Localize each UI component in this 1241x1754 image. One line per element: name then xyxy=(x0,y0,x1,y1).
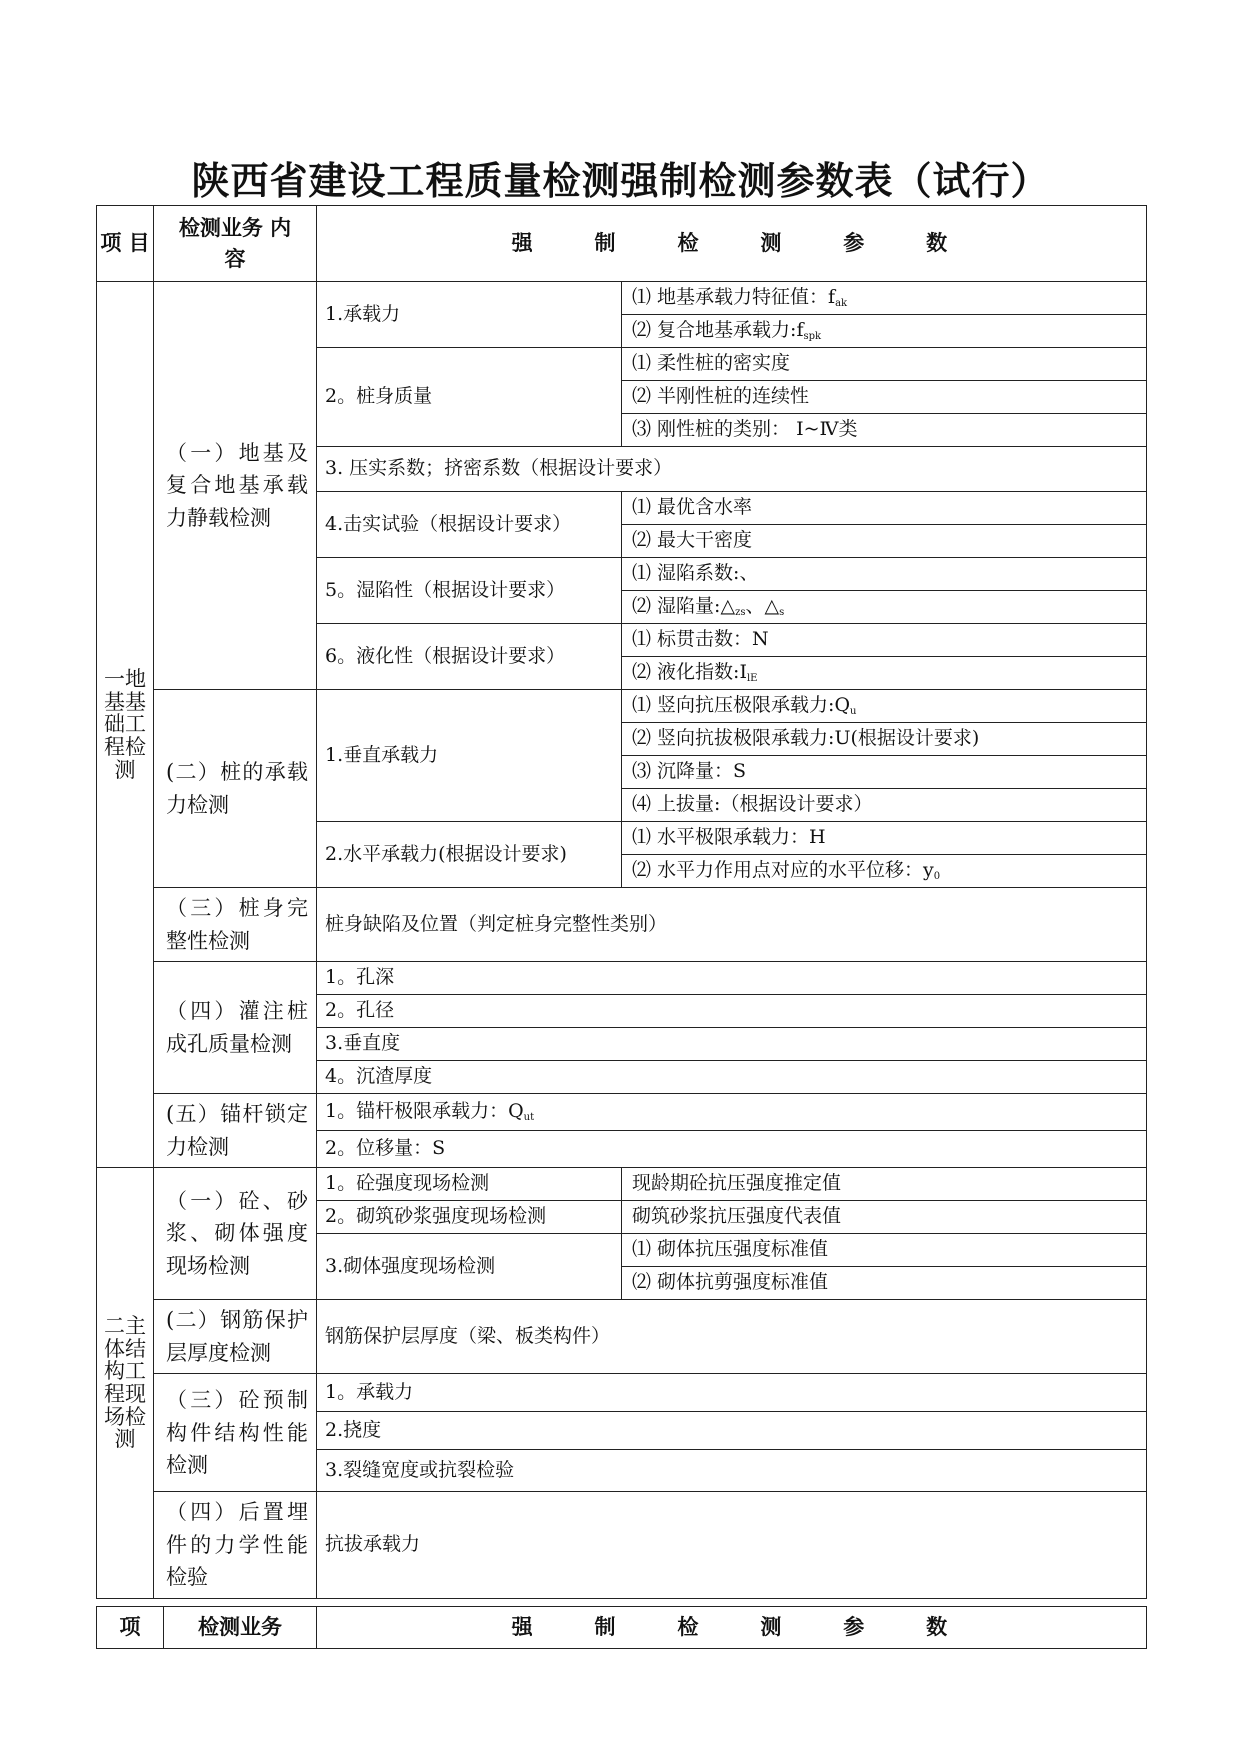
item-label: 钢筋保护层厚度（梁、板类构件） xyxy=(317,1300,1147,1374)
param-value: ⑶ 刚性桩的类别： Ⅰ~Ⅳ类 xyxy=(622,414,1147,447)
group-label: （一）砼、砂浆、砌体强度现场检测 xyxy=(154,1168,317,1300)
param-value: 砌筑砂浆抗压强度代表值 xyxy=(622,1201,1147,1234)
item-label: 2.水平承载力(根据设计要求) xyxy=(317,822,622,888)
table-row xyxy=(97,962,1147,995)
item-label: 3.砌体强度现场检测 xyxy=(317,1234,622,1300)
item-label: 1。锚杆极限承载力：$Q_{ut}$ xyxy=(317,1094,1147,1131)
header-row xyxy=(97,206,1147,282)
item-label: 桩身缺陷及位置（判定桩身完整性类别） xyxy=(317,888,1147,962)
item-label: 2。桩身质量 xyxy=(317,348,622,447)
page-title: 陕西省建设工程质量检测强制检测参数表（试行） xyxy=(191,158,1050,203)
header-params: 强 制 检 测 参 数 xyxy=(317,1607,1147,1649)
param-value: ⑶ 沉降量：S xyxy=(622,756,1147,789)
item-label: 3.垂直度 xyxy=(317,1028,1147,1061)
item-label: 4。沉渣厚度 xyxy=(317,1061,1147,1094)
group-label: (二）钢筋保护层厚度检测 xyxy=(154,1300,317,1374)
item-label: 3.裂缝宽度或抗裂检验 xyxy=(317,1450,1147,1492)
item-label: 1。孔深 xyxy=(317,962,1147,995)
header-project: 项 目 xyxy=(97,206,154,282)
param-value xyxy=(622,282,1147,315)
param-value: ⑴ 湿陷系数:、 xyxy=(622,558,1147,591)
group-label: （四）后置埋件的力学性能检验 xyxy=(154,1492,317,1599)
param-value: ⑵ 最大干密度 xyxy=(622,525,1147,558)
item-label: 6。液化性（根据设计要求） xyxy=(317,624,622,690)
params-table xyxy=(96,205,1147,1599)
item-label: 2。砌筑砂浆强度现场检测 xyxy=(317,1201,622,1234)
param-value: ⑵ 液化指数$:I_{lE}$ xyxy=(622,657,1147,690)
group-label: (二）桩的承载力检测 xyxy=(154,690,317,888)
table-row xyxy=(97,1168,1147,1201)
param-value: ⑴ 最优含水率 xyxy=(622,492,1147,525)
param-value: ⑵ 砌体抗剪强度标准值 xyxy=(622,1267,1147,1300)
header-params: 强 制 检 测 参 数 xyxy=(317,206,1147,282)
param-value: ⑵ 水平力作用点对应的水平位移：$y_0$ xyxy=(622,855,1147,888)
group-label: （三）桩身完整性检测 xyxy=(154,888,317,962)
item-label: 1。承载力 xyxy=(317,1374,1147,1412)
param-value: ⑴ 砌体抗压强度标准值 xyxy=(622,1234,1147,1267)
header-row xyxy=(97,1607,1147,1649)
group-label: (五）锚杆锁定力检测 xyxy=(154,1094,317,1168)
param-value: ⑷ 上拔量:（根据设计要求） xyxy=(622,789,1147,822)
table-row xyxy=(97,888,1147,962)
param-value: ⑵ 半刚性桩的连续性 xyxy=(622,381,1147,414)
table-row xyxy=(97,1492,1147,1599)
param-value: ⑵ 竖向抗拔极限承载力:U(根据设计要求) xyxy=(622,723,1147,756)
table-row xyxy=(97,282,1147,315)
param-value: ⑵ 复合地基承载力$:f_{spk}$ xyxy=(622,315,1147,348)
header-project: 项 xyxy=(97,1607,164,1649)
item-label: 4.击实试验（根据设计要求） xyxy=(317,492,622,558)
table-row xyxy=(97,690,1147,723)
param-value: ⑴ 柔性桩的密实度 xyxy=(622,348,1147,381)
item-label: 1。砼强度现场检测 xyxy=(317,1168,622,1201)
param-value: ⑴ 竖向抗压极限承载力$:Q_u$ xyxy=(622,690,1147,723)
item-label: 1.承载力 xyxy=(317,282,622,348)
group-label: （一）地基及复合地基承载力静载检测 xyxy=(154,282,317,690)
item-label: 3. 压实系数；挤密系数（根据设计要求） xyxy=(317,447,1147,492)
param-text: ⑴ 地基承载力特征值：$f_{ak}$ xyxy=(632,286,848,310)
group-label: （四）灌注桩成孔质量检测 xyxy=(154,962,317,1094)
section-label: 一地基基础工程检测 xyxy=(97,282,154,1168)
header-business: 检测业务 xyxy=(164,1607,317,1649)
param-value: ⑵ 湿陷量$:\triangle_{zs}$、$\triangle_s$ xyxy=(622,591,1147,624)
group-label: （三）砼预制构件结构性能检测 xyxy=(154,1374,317,1492)
item-label: 2。孔径 xyxy=(317,995,1147,1028)
param-value: 现龄期砼抗压强度推定值 xyxy=(622,1168,1147,1201)
header-business: 检测业务 内 容 xyxy=(154,206,317,282)
item-label: 抗拔承载力 xyxy=(317,1492,1147,1599)
table-row xyxy=(97,1300,1147,1374)
item-label: 1.垂直承载力 xyxy=(317,690,622,822)
item-label: 2.挠度 xyxy=(317,1412,1147,1450)
next-page-header xyxy=(96,1606,1147,1649)
param-value: ⑴ 水平极限承载力：H xyxy=(622,822,1147,855)
table-row xyxy=(97,1094,1147,1131)
param-value: ⑴ 标贯击数：N xyxy=(622,624,1147,657)
item-label: 5。湿陷性（根据设计要求） xyxy=(317,558,622,624)
item-label: 2。位移量：S xyxy=(317,1131,1147,1168)
section-label: 二主体结构工程现场检测 xyxy=(97,1168,154,1599)
table-row xyxy=(97,1374,1147,1412)
